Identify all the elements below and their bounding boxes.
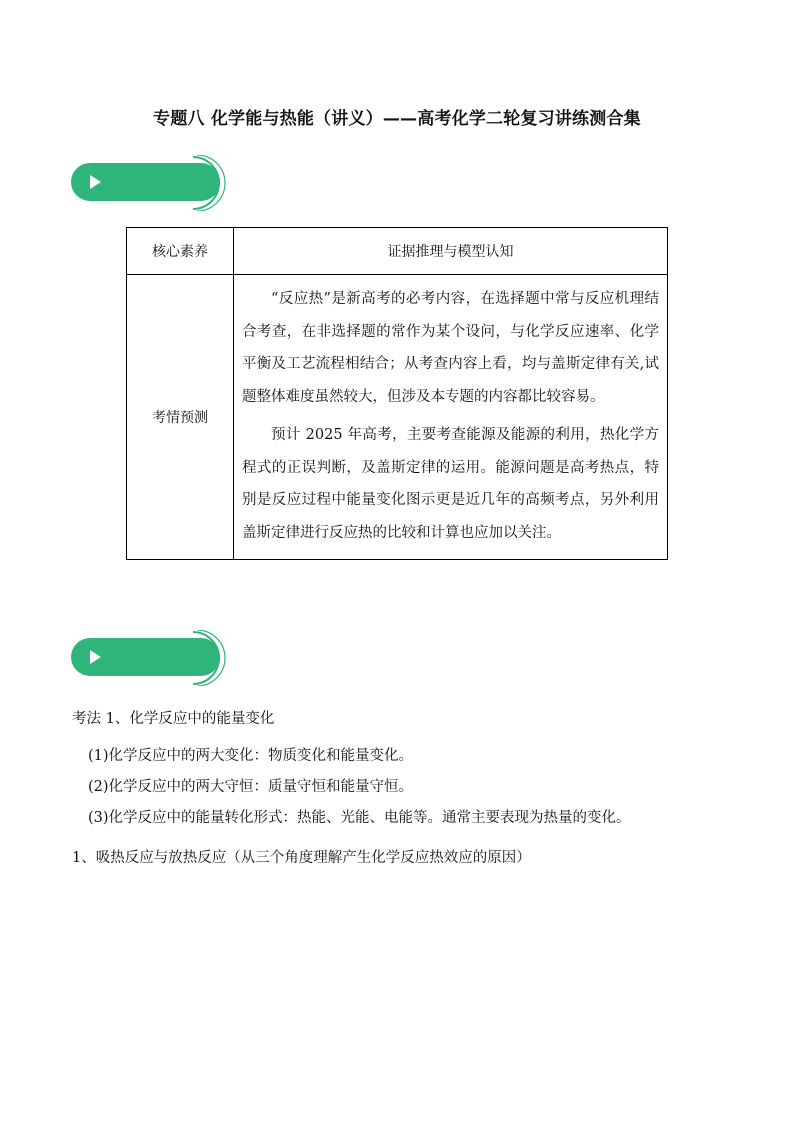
exam-forecast-content xyxy=(234,275,668,560)
section-heading: 考法 1、化学反应中的能量变化 xyxy=(72,711,275,727)
list-item: (1)化学反应中的两大变化：物质变化和能量变化。 xyxy=(88,748,414,764)
core-literacy-value: 证据推理与模型认知 xyxy=(234,228,668,275)
core-literacy-label: 核心素养 xyxy=(127,228,234,275)
point-list xyxy=(88,744,631,837)
exam-forecast-label: 考情预测 xyxy=(127,275,234,560)
forecast-paragraph: 预计 2025 年高考，主要考查能源及能源的利用，热化学方程式的正误判断，及盖斯定律的运用。能源问题是高考热点，特别是反应过程中能量变化图示更是近几年的高频考点，另外利用盖斯定律进行反应热的比较和计算也应加以关注。 xyxy=(242,427,659,541)
document-title: 专题八 化学能与热能（讲义）——高考化学二轮复习讲练测合集 xyxy=(153,109,641,129)
forecast-paragraph: “反应热”是新高考的必考内容，在选择题中常与反应机理结合考查，在非选择题的常作为某个设问，与化学反应速率、化学平衡及工艺流程相结合；从考查内容上看，均与盖斯定律有关,试题整体难度虽然较大，但涉及本专题的内容都比较容易。 xyxy=(242,291,659,405)
list-item: (2)化学反应中的两大守恒：质量守恒和能量守恒。 xyxy=(88,779,414,795)
subsection-heading: 1、吸热反应与放热反应（从三个角度理解产生化学反应热效应的原因） xyxy=(72,850,531,866)
list-item: (3)化学反应中的能量转化形式：热能、光能、电能等。通常主要表现为热量的变化。 xyxy=(88,810,631,826)
core-literacy-table xyxy=(126,227,668,560)
section-banner-1 xyxy=(68,155,228,211)
section-banner-2 xyxy=(68,630,228,686)
